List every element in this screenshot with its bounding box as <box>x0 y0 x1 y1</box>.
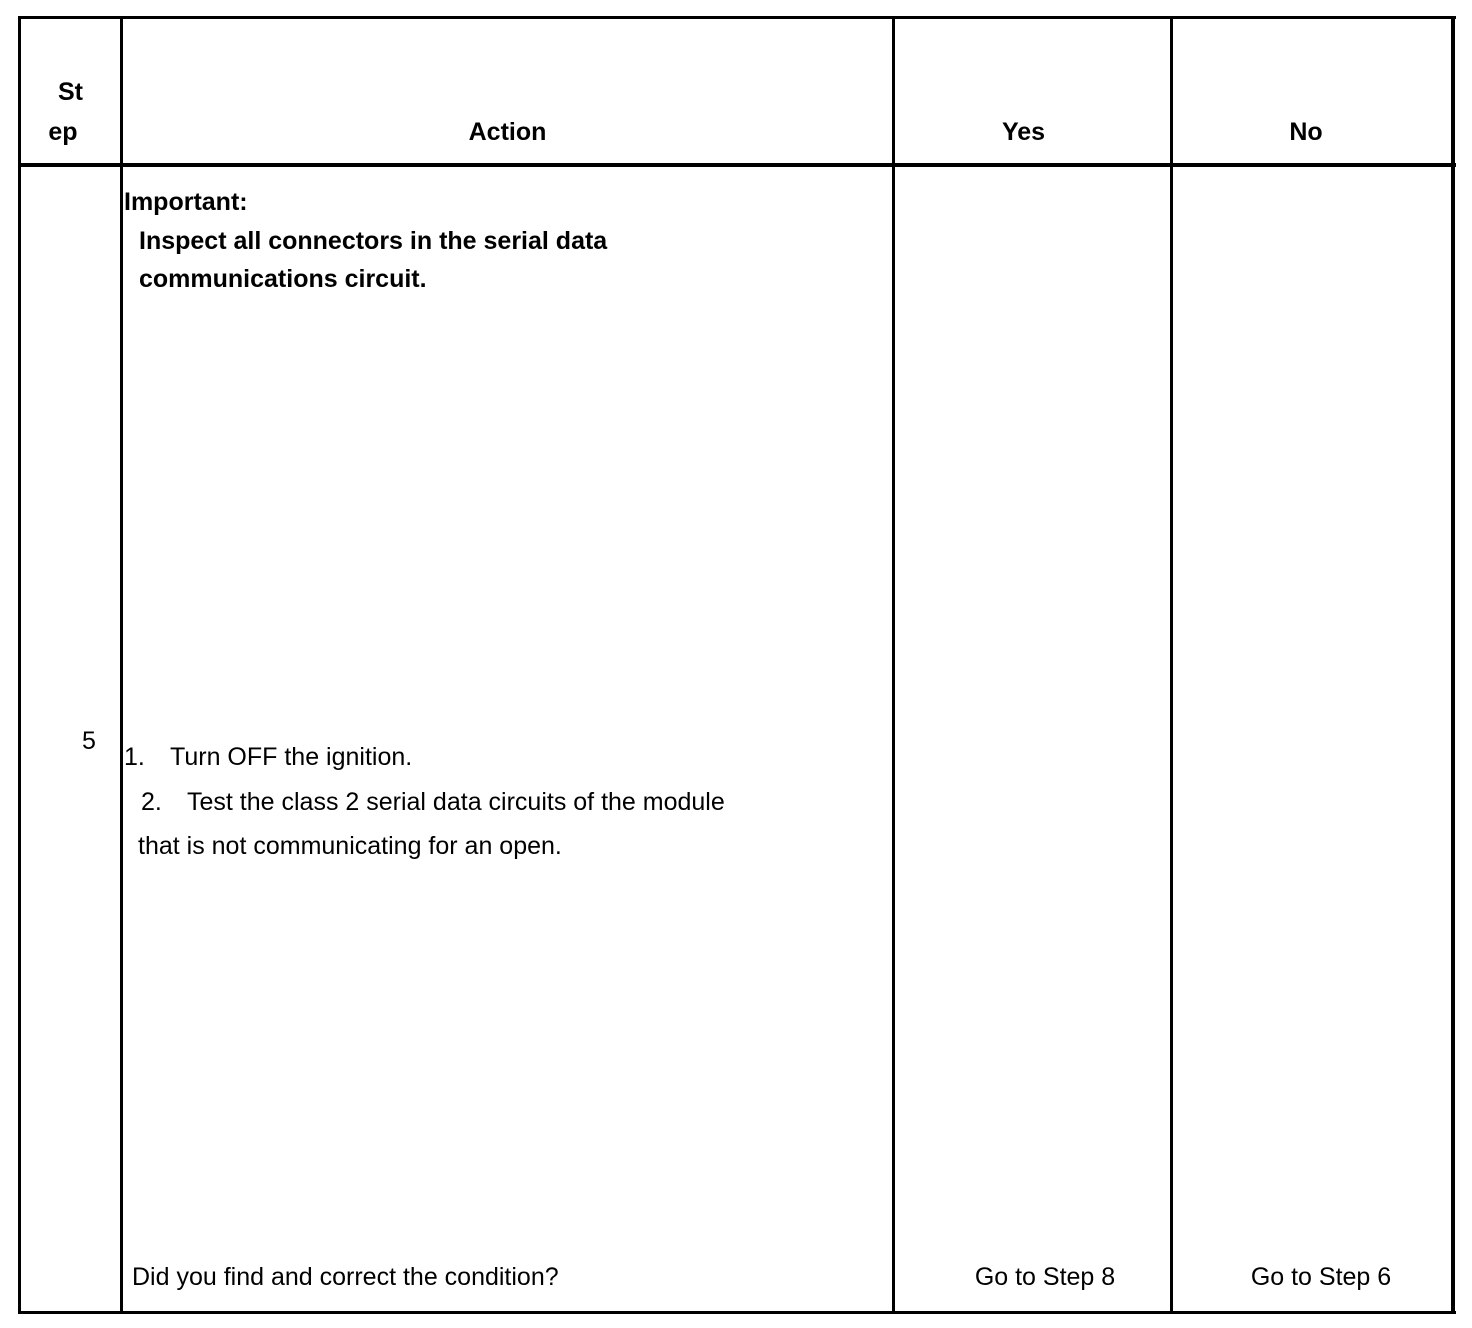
important-text-line1: Inspect all connectors in the serial data <box>139 227 608 255</box>
important-label: Important: <box>124 188 248 216</box>
step-item-2-text-line1: Test the class 2 serial data circuits of the module <box>187 788 725 816</box>
header-no: No <box>1289 118 1323 146</box>
question-text: Did you find and correct the condition? <box>132 1263 559 1291</box>
column-divider-action <box>892 16 895 1314</box>
table-right-border <box>1451 16 1455 1314</box>
table-bottom-border <box>18 1311 1456 1314</box>
step-item-2-number: 2. <box>141 788 162 816</box>
yes-result: Go to Step 8 <box>974 1263 1116 1291</box>
table-left-border <box>18 16 21 1314</box>
step-number: 5 <box>82 727 96 755</box>
step-item-2-text-line2: that is not communicating for an open. <box>138 832 562 860</box>
header-yes: Yes <box>1001 118 1046 146</box>
table-top-border <box>18 16 1456 19</box>
header-step-line2: ep <box>48 118 78 146</box>
step-item-1-text: Turn OFF the ignition. <box>170 743 413 771</box>
column-divider-step <box>120 16 123 1314</box>
no-result: Go to Step 6 <box>1250 1263 1392 1291</box>
header-bottom-border <box>18 163 1456 167</box>
header-step-line1: St <box>58 78 83 106</box>
step-item-1-number: 1. <box>124 743 145 771</box>
column-divider-yes <box>1170 16 1173 1314</box>
important-text-line2: communications circuit. <box>139 265 427 293</box>
header-action: Action <box>468 118 547 146</box>
